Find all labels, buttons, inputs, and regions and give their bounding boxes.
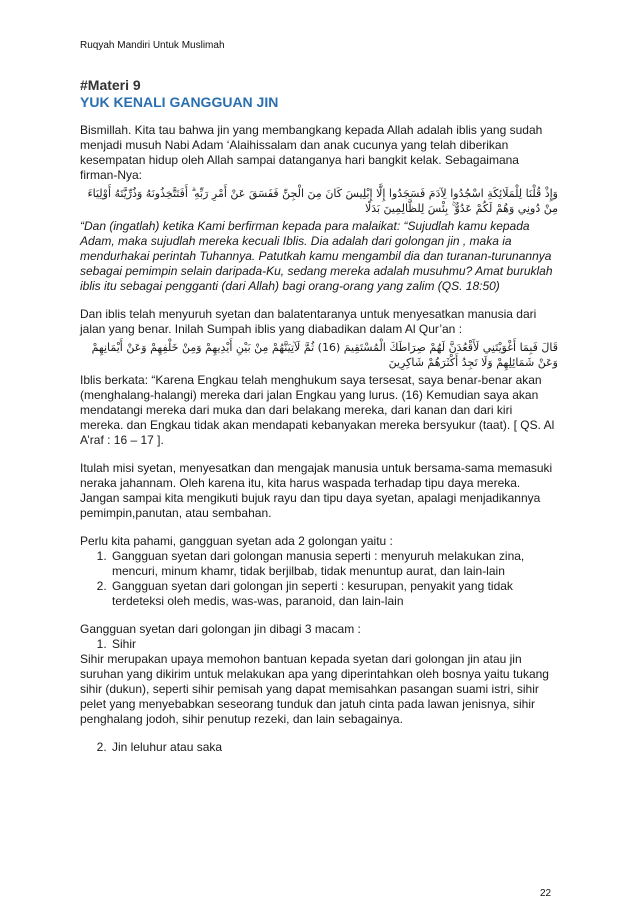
list-jin-types-1 (80, 637, 558, 652)
paragraph-mission: Itulah misi syetan, menyesatkan dan mengajak manusia untuk bersama-sama memasuki neraka jahannam. Oleh karena itu, kita harus waspada terhadap tipu daya mereka. Jangan sampai kita mengikuti bujuk rayu dan tipu daya syetan, apalagi menjadikannya pemimpin,panutan, atau sembahan. (80, 461, 553, 520)
list-jin-types-2 (80, 740, 558, 755)
list-item: 1. Gangguan syetan dari golongan manusia seperti : menyuruh melakukan zina, mencuri, minum khamr, tidak berjilbab, tidak menuntup aurat, dan lain-lain (110, 549, 558, 579)
paragraph-iblis: Dan iblis telah menyuruh syetan dan balatentaranya untuk menyesatkan manusia dari jalan yang benar. Inilah Sumpah iblis yang diabadikan dalam Al Qur’an : (80, 307, 537, 336)
list-two-groups (80, 549, 558, 609)
arabic-verse-2: قَالَ فَبِمَا أَغْوَيْتَنِي لَأَقْعُدَنَّ لَهُمْ صِرَاطَكَ الْمُسْتَقِيمَ (16) ثُمَّ لَآتِيَنَّهُمْ مِنْ بَيْنِ أَيْدِيهِمْ وَمِنْ خَلْفِهِمْ وَعَنْ أَيْمَانِهِمْ وَعَنْ شَمَائِلِهِمْ وَلَا تَجِدُ أَكْثَرَهُمْ شَاكِرِينَ (91, 341, 558, 369)
verse-translation-1: “Dan (ingatlah) ketika Kami berfirman kepada para malaikat: “Sujudlah kamu kepada Adam, maka sujudlah mereka kecuali Iblis. Dia adalah dari golongan jin , maka ia mendurhakai perintah Tuhannya. Patutkah kamu mengambil dia dan turanan-turunannya sebagai pemimpin selain daripada-Ku, sedang mereka adalah musuhmu? Amat buruklah iblis itu sebagai pengganti (dari Allah) bagi orang-orang yang zalim (QS. 18:50) (80, 219, 553, 293)
list-item: 2. Jin leluhur atau saka (110, 740, 558, 755)
page-number: 22 (540, 888, 552, 899)
paragraph-two-groups: Perlu kita pahami, gangguan syetan ada 2 golongan yaitu : (80, 534, 393, 548)
list-item: 2. Gangguan syetan dari golongan jin seperti : kesurupan, penyakit yang tidak terdeteksi oleh medis, was-was, paranoid, dan lain-lain (110, 579, 558, 609)
verse-translation-2: Iblis berkata: “Karena Engkau telah menghukum saya tersesat, saya benar-benar akan (menghalang-halangi) mereka dari jalan Engkau yang lurus. (16) Kemudian saya akan mendatangi mereka dari muka dan dari belakang mereka, dari kanan dan dari kiri mereka. dan Engkau tidak akan mendapati kebanyakan mereka bersyukur (taat). [ QS. Al A’raf : 16 – 17 ]. (80, 373, 555, 447)
page-title: YUK KENALI GANGGUAN JIN (80, 94, 279, 110)
section-label: #Materi 9 (80, 77, 141, 93)
paragraph-sihir: Sihir merupakan upaya memohon bantuan kepada syetan dari golongan jin atau jin suruhan yang dikirim untuk melakukan apa yang diperintahkan oleh bosnya yaitu tukang sihir (dukun), seperti sihir pemisah yang dapat memisahkan pasangan suami istri, sihir pelet yang menyebabkan seseorang tunduk dan jatuh cinta pada lawan jenisnya, sihir penghalang jodoh, sihir penutup rezeki, dan lain sebagainya. (80, 652, 549, 726)
paragraph-three-types: Gangguan syetan dari golongan jin dibagi 3 macam : (80, 622, 361, 636)
arabic-verse-1: وَإِذْ قُلْنَا لِلْمَلَائِكَةِ اسْجُدُوا لِآدَمَ فَسَجَدُوا إِلَّا إِبْلِيسَ كَانَ مِنَ الْجِنِّ فَفَسَقَ عَنْ أَمْرِ رَبِّهِ ۗ أَفَتَتَّخِذُونَهُ وَذُرِّيَّتَهُ أَوْلِيَاءَ مِنْ دُونِي وَهُمْ لَكُمْ عَدُوٌّ ۚ بِئْسَ لِلظَّالِمِينَ بَدَلًا (87, 187, 558, 215)
running-header: Ruqyah Mandiri Untuk Muslimah (80, 40, 225, 51)
page-content (80, 77, 558, 755)
list-item: 1. Sihir (110, 637, 558, 652)
intro-paragraph: Bismillah. Kita tau bahwa jin yang membangkang kepada Allah adalah iblis yang sudah menjadi musuh Nabi Adam ‘Alaihissalam dan anak cucunya yang telah diberikan kesempatan hidup oleh Allah sampai datanganya hari bangkit kelak. Sebagaimana firman-Nya: (80, 123, 543, 182)
